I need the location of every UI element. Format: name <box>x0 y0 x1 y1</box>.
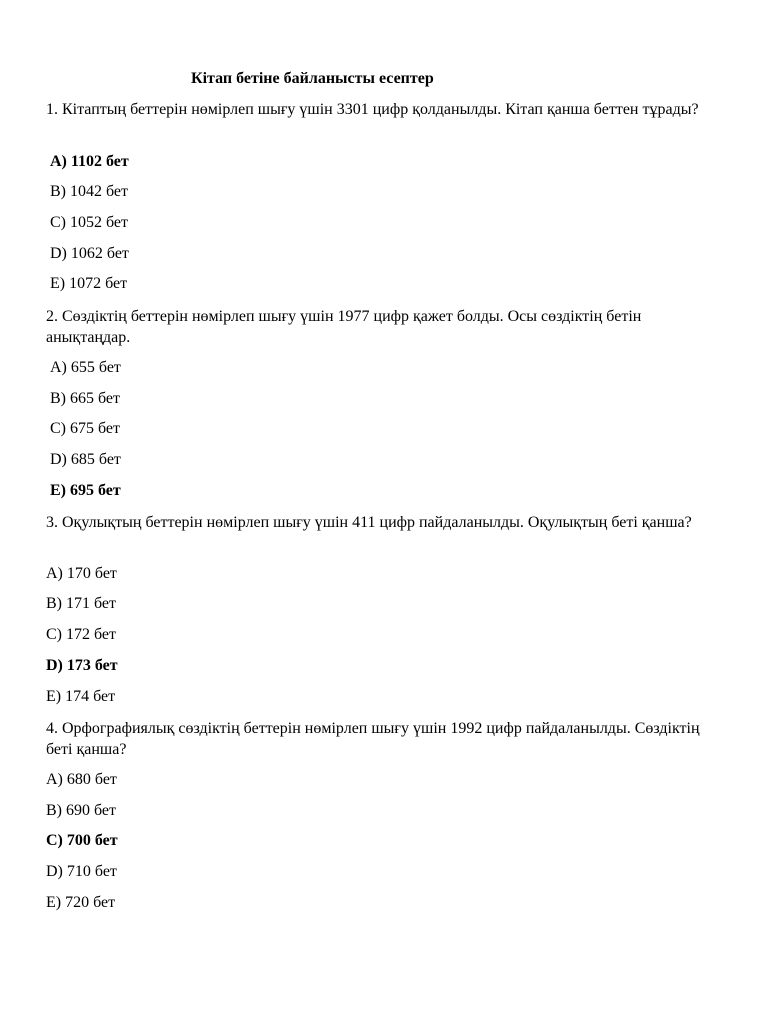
question-4-option-b: B) 690 бет <box>46 802 117 819</box>
question-3-text: 3. Оқулықтың беттерін нөмірлеп шығу үшін 411 цифр пайдаланылды. Оқулықтың беті қанша? <box>46 514 692 531</box>
question-3-option-a: A) 170 бет <box>46 565 117 582</box>
question-1-text: 1. Кітаптың беттерін нөмірлеп шығу үшін 3301 цифр қолданылды. Кітап қанша беттен тұрады? <box>46 101 699 118</box>
question-3-option-d: D) 173 бет <box>46 657 118 674</box>
question-4-option-a: A) 680 бет <box>46 771 117 788</box>
question-2-option-a: A) 655 бет <box>50 359 121 376</box>
question-2-text: 2. Сөздіктің беттерін нөмірлеп шығу үшін 1977 цифр қажет болды. Осы сөздіктің бетін анықтаңдар. <box>46 308 642 346</box>
question-1-option-d: D) 1062 бет <box>50 245 129 262</box>
question-2-option-d: D) 685 бет <box>50 451 121 468</box>
question-1-option-b: B) 1042 бет <box>50 183 129 200</box>
question-1-option-c: C) 1052 бет <box>50 214 129 231</box>
question-4-option-d: D) 710 бет <box>46 863 117 880</box>
question-2-option-e: E) 695 бет <box>50 482 121 499</box>
question-2-option-c: C) 675 бет <box>50 420 121 437</box>
question-1-option-e: E) 1072 бет <box>50 275 128 292</box>
question-3-option-e: E) 174 бет <box>46 688 116 705</box>
question-1-option-a: A) 1102 бет <box>50 153 129 170</box>
question-4-option-c: C) 700 бет <box>46 832 118 849</box>
question-4-text: 4. Орфографиялық сөздіктің беттерін нөмірлеп шығу үшін 1992 цифр пайдаланылды. Сөздіктің беті қанша? <box>46 720 700 758</box>
question-3-option-b: B) 171 бет <box>46 595 117 612</box>
document-title: Кітап бетіне байланысты есептер <box>191 70 434 87</box>
question-2-option-b: B) 665 бет <box>50 390 121 407</box>
question-4-option-e: E) 720 бет <box>46 894 116 911</box>
question-3-option-c: C) 172 бет <box>46 626 117 643</box>
